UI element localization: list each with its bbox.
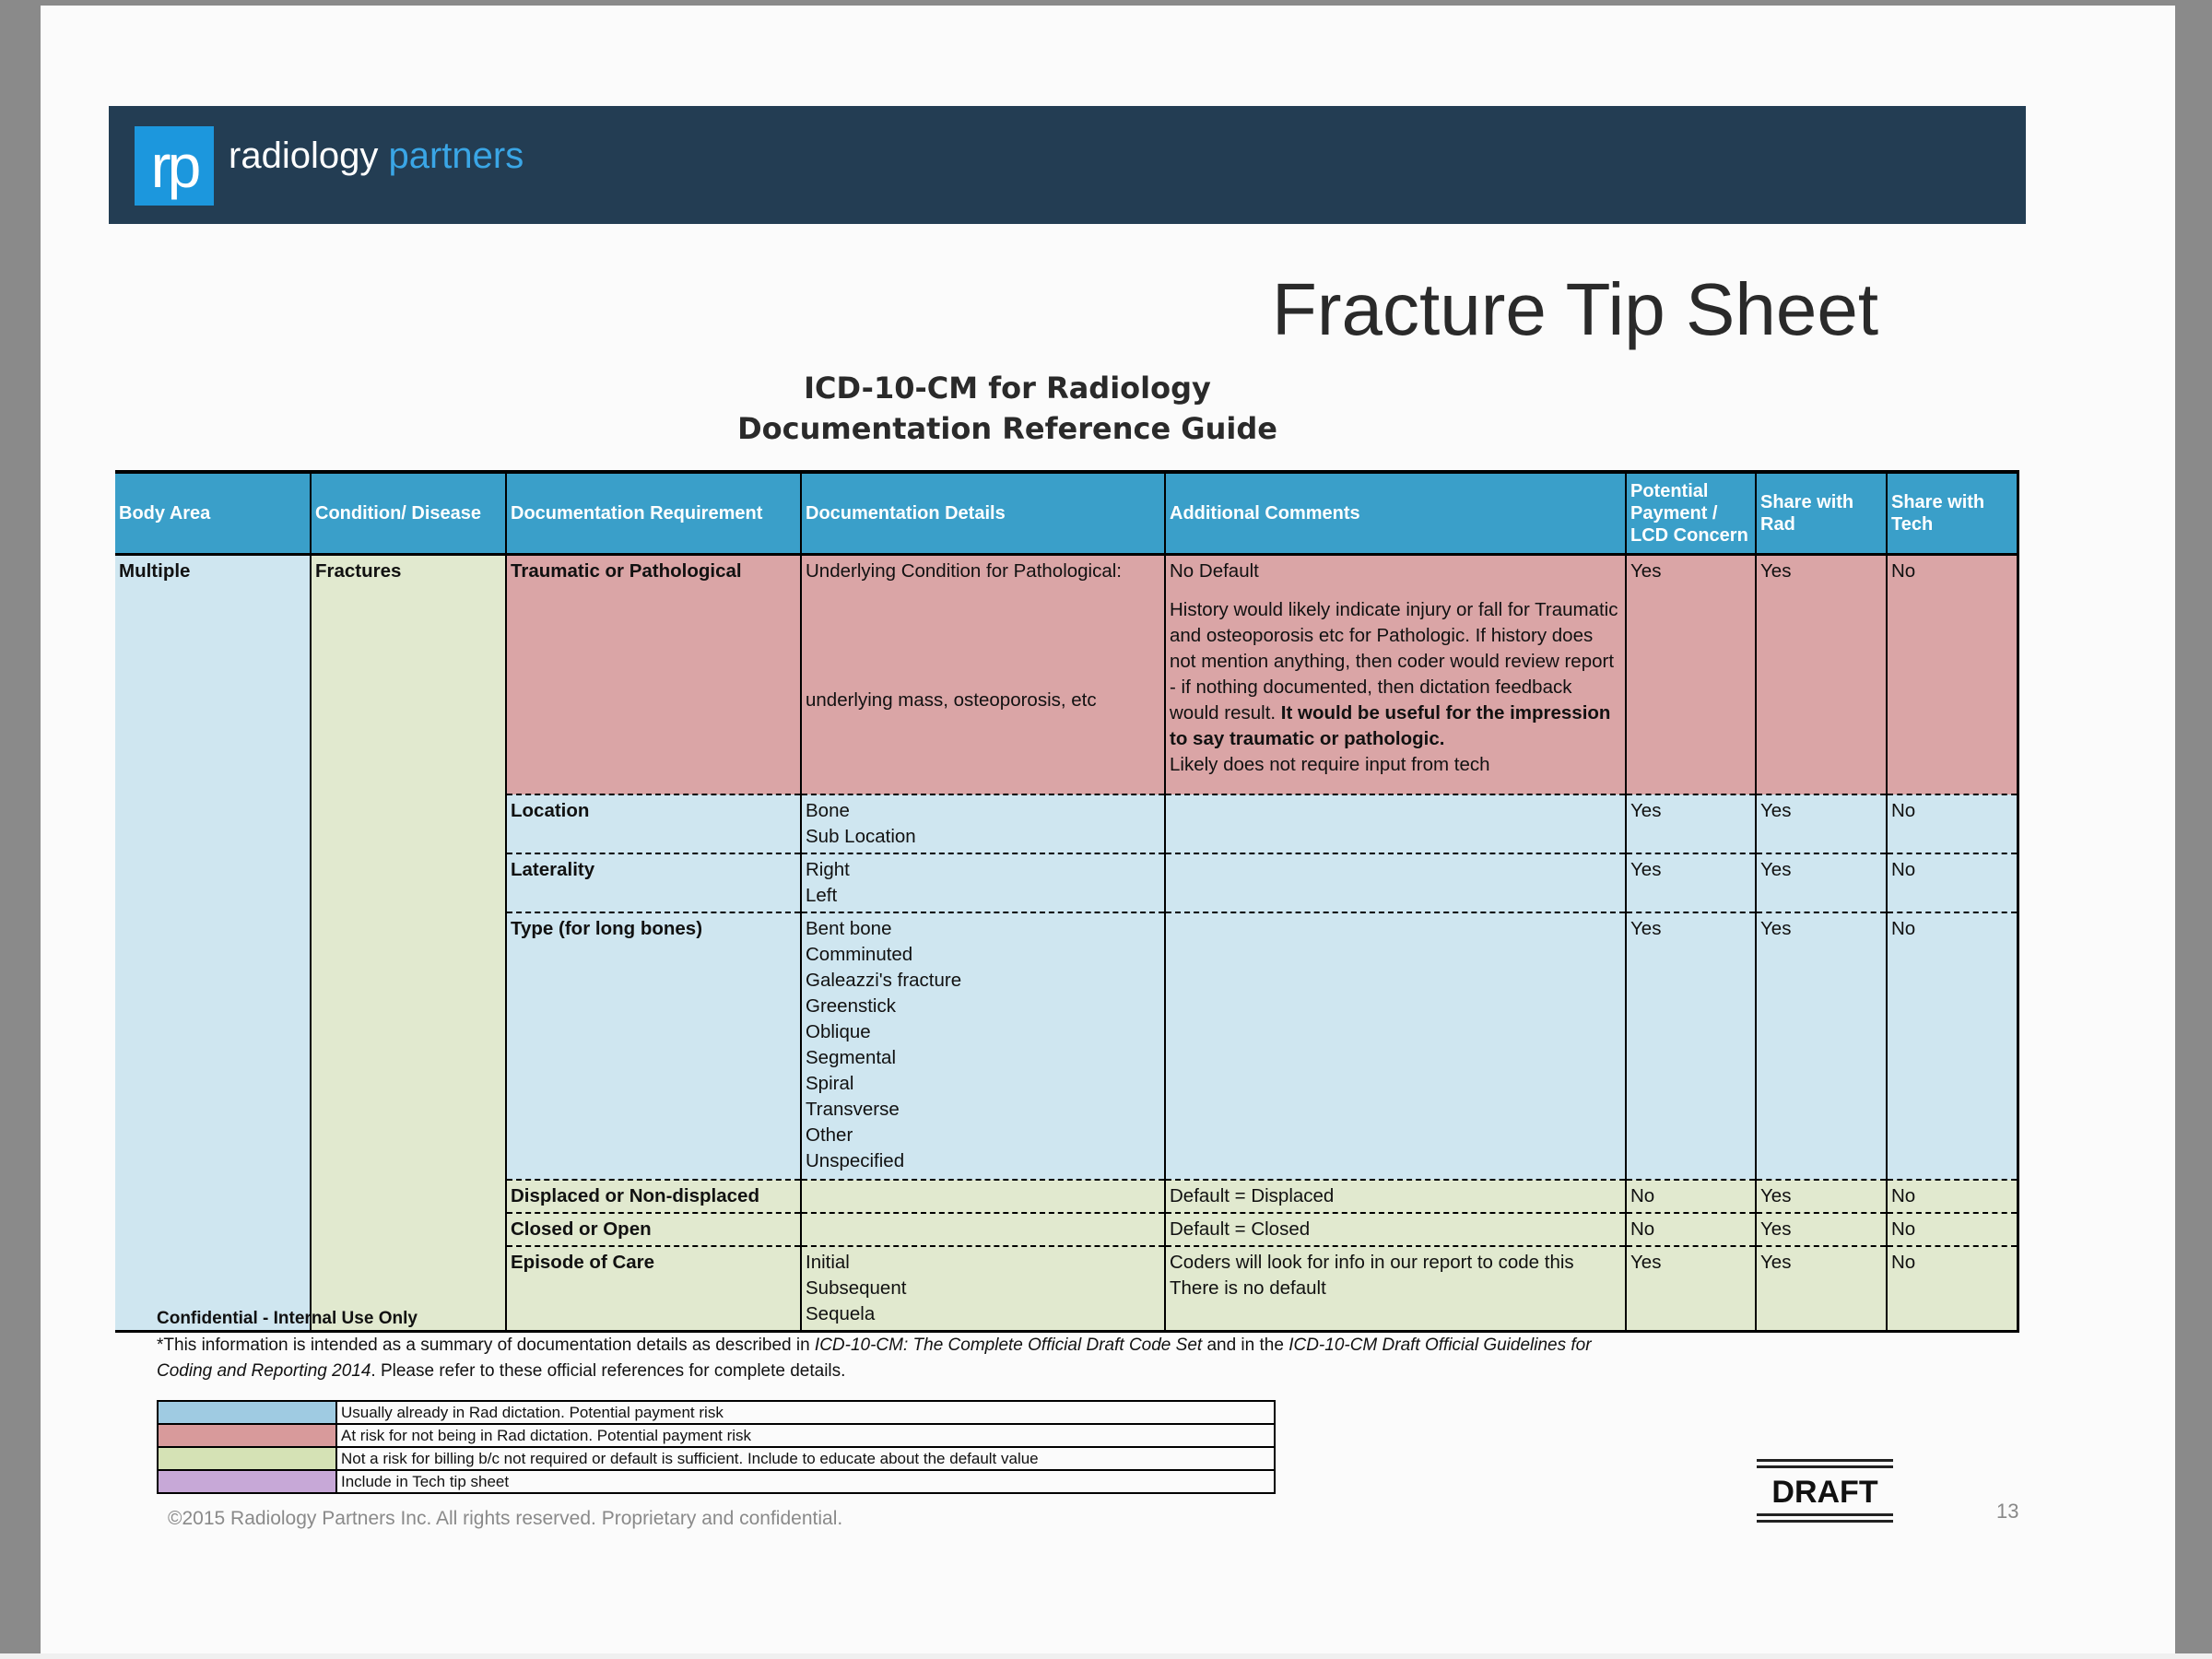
page-title: Fracture Tip Sheet xyxy=(1272,268,1879,350)
details-cell xyxy=(801,1213,1165,1246)
detail-line: Segmental xyxy=(806,1046,897,1068)
comments-cell: Default = Displaced xyxy=(1165,1180,1626,1213)
payment-cell: Yes xyxy=(1626,794,1756,853)
comment-line: There is no default xyxy=(1170,1277,1326,1299)
detail-line: Bone xyxy=(806,799,850,821)
legend-text: At risk for not being in Rad dictation. Potential payment risk xyxy=(336,1424,1275,1447)
detail-line: Bent bone xyxy=(806,917,892,939)
detail-line: Comminuted xyxy=(806,943,913,965)
comment-line: Coders will look for info in our report to code this xyxy=(1170,1251,1574,1273)
subtitle-line-1: ICD-10-CM for Radiology xyxy=(804,371,1211,406)
subtitle-line-2: Documentation Reference Guide xyxy=(737,411,1277,446)
comments-cell xyxy=(1165,555,1626,794)
comment-tail: Likely does not require input from tech xyxy=(1170,754,1490,775)
tech-cell: No xyxy=(1887,1246,2018,1332)
footnote-part-3: . Please refer to these official references for complete details. xyxy=(371,1361,846,1381)
detail-line: Sequela xyxy=(806,1302,876,1324)
table-header-row xyxy=(115,472,2018,555)
rad-cell: Yes xyxy=(1756,555,1887,794)
comment-body: History would likely indicate injury or fall for Traumatic and osteoporosis etc for Pathologic. If history does not mention anything, then coder would review report - if nothing documented, then dictation feedback would result. xyxy=(1170,599,1618,724)
footnote-ref-1: ICD-10-CM: The Complete Official Draft Code Set xyxy=(814,1335,1203,1355)
comments-cell xyxy=(1165,794,1626,853)
detail-line: Transverse xyxy=(806,1098,900,1120)
col-header-details: Documentation Details xyxy=(801,472,1165,555)
col-header-tech: Share with Tech xyxy=(1887,472,2018,555)
legend-row xyxy=(158,1424,1275,1447)
legend-swatch xyxy=(158,1401,336,1424)
requirement-cell: Episode of Care xyxy=(506,1246,801,1332)
confidential-label: Confidential - Internal Use Only xyxy=(157,1309,418,1328)
draft-rule-bottom xyxy=(1757,1513,1893,1516)
footnote-ref-2: ICD-10-CM Draft Official Guidelines for Coding and Reporting 2014 xyxy=(157,1335,1592,1381)
comments-cell xyxy=(1165,1246,1626,1332)
draft-stamp: DRAFT xyxy=(1771,1475,1878,1510)
rad-cell: Yes xyxy=(1756,794,1887,853)
details-cell xyxy=(801,853,1165,912)
payment-cell: No xyxy=(1626,1213,1756,1246)
col-header-condition: Condition/ Disease xyxy=(311,472,506,555)
tech-cell: No xyxy=(1887,794,2018,853)
detail-line: Initial xyxy=(806,1251,850,1273)
details-cell xyxy=(801,912,1165,1180)
brand-word-1: radiology xyxy=(229,135,379,176)
rad-cell: Yes xyxy=(1756,1246,1887,1332)
page-number: 13 xyxy=(1996,1500,2019,1523)
tech-cell: No xyxy=(1887,555,2018,794)
footnote-part-2: and in the xyxy=(1202,1335,1289,1355)
legend-swatch xyxy=(158,1470,336,1493)
requirement-cell: Location xyxy=(506,794,801,853)
condition-cell: Fractures xyxy=(311,555,506,1332)
legend-text: Usually already in Rad dictation. Potential payment risk xyxy=(336,1401,1275,1424)
payment-cell: Yes xyxy=(1626,853,1756,912)
col-header-comments: Additional Comments xyxy=(1165,472,1626,555)
details-cell xyxy=(801,794,1165,853)
requirement-cell: Displaced or Non-displaced xyxy=(506,1180,801,1213)
body-area-cell: Multiple xyxy=(115,555,311,1332)
header-bar xyxy=(109,106,2026,224)
payment-cell: No xyxy=(1626,1180,1756,1213)
requirement-cell: Traumatic or Pathological xyxy=(506,555,801,794)
comments-cell xyxy=(1165,853,1626,912)
detail-line: Unspecified xyxy=(806,1149,905,1171)
brand-word-2: partners xyxy=(388,135,524,176)
requirement-cell: Type (for long bones) xyxy=(506,912,801,1180)
detail-line: Spiral xyxy=(806,1072,854,1094)
rad-cell: Yes xyxy=(1756,1180,1887,1213)
comments-cell: Default = Closed xyxy=(1165,1213,1626,1246)
legend-swatch xyxy=(158,1447,336,1470)
detail-line: Greenstick xyxy=(806,994,896,1017)
tech-cell: No xyxy=(1887,912,2018,1180)
legend-row xyxy=(158,1447,1275,1470)
detail-line: Right xyxy=(806,858,850,880)
col-header-rad: Share with Rad xyxy=(1756,472,1887,555)
rad-cell: Yes xyxy=(1756,853,1887,912)
detail-line: underlying mass, osteoporosis, etc xyxy=(806,689,1097,711)
payment-cell: Yes xyxy=(1626,912,1756,1180)
legend-text: Include in Tech tip sheet xyxy=(336,1470,1275,1493)
slide-bottom-edge xyxy=(0,1653,2212,1659)
col-header-payment: Potential Payment / LCD Concern xyxy=(1626,472,1756,555)
color-legend xyxy=(157,1400,1276,1494)
legend-text: Not a risk for billing b/c not required or default is sufficient. Include to educate about the default value xyxy=(336,1447,1275,1470)
rad-cell: Yes xyxy=(1756,912,1887,1180)
legend-swatch xyxy=(158,1424,336,1447)
footnote xyxy=(157,1333,1594,1384)
logo-icon: rp xyxy=(135,126,214,206)
comment-text xyxy=(1170,597,1621,752)
comment-default: No Default xyxy=(1170,560,1259,582)
tech-cell: No xyxy=(1887,853,2018,912)
comments-cell xyxy=(1165,912,1626,1180)
legend-row xyxy=(158,1401,1275,1424)
draft-rule-top-2 xyxy=(1757,1465,1893,1468)
payment-cell: Yes xyxy=(1626,555,1756,794)
details-cell xyxy=(801,1246,1165,1332)
col-header-requirement: Documentation Requirement xyxy=(506,472,801,555)
details-cell xyxy=(801,1180,1165,1213)
detail-line: Sub Location xyxy=(806,825,916,847)
rad-cell: Yes xyxy=(1756,1213,1887,1246)
comment-emphasis: It would be useful for the impression to say traumatic or pathologic. xyxy=(1170,702,1611,749)
requirement-cell: Laterality xyxy=(506,853,801,912)
requirement-cell: Closed or Open xyxy=(506,1213,801,1246)
reference-table xyxy=(115,470,2019,1333)
tech-cell: No xyxy=(1887,1213,2018,1246)
table-row xyxy=(115,555,2018,794)
draft-rule-bottom-2 xyxy=(1757,1520,1893,1523)
payment-cell: Yes xyxy=(1626,1246,1756,1332)
col-header-body-area: Body Area xyxy=(115,472,311,555)
detail-line: Subsequent xyxy=(806,1277,907,1299)
brand-name xyxy=(229,135,524,177)
detail-line: Underlying Condition for Pathological: xyxy=(806,560,1123,582)
detail-line: Other xyxy=(806,1124,853,1146)
details-cell xyxy=(801,555,1165,794)
detail-line: Left xyxy=(806,884,838,906)
draft-rule-top xyxy=(1757,1459,1893,1462)
legend-row xyxy=(158,1470,1275,1493)
tech-cell: No xyxy=(1887,1180,2018,1213)
detail-line: Galeazzi's fracture xyxy=(806,969,962,991)
detail-line: Oblique xyxy=(806,1020,871,1042)
copyright-notice: ©2015 Radiology Partners Inc. All rights reserved. Proprietary and confidential. xyxy=(168,1508,843,1529)
footnote-part-1: *This information is intended as a summary of documentation details as described in xyxy=(157,1335,815,1355)
